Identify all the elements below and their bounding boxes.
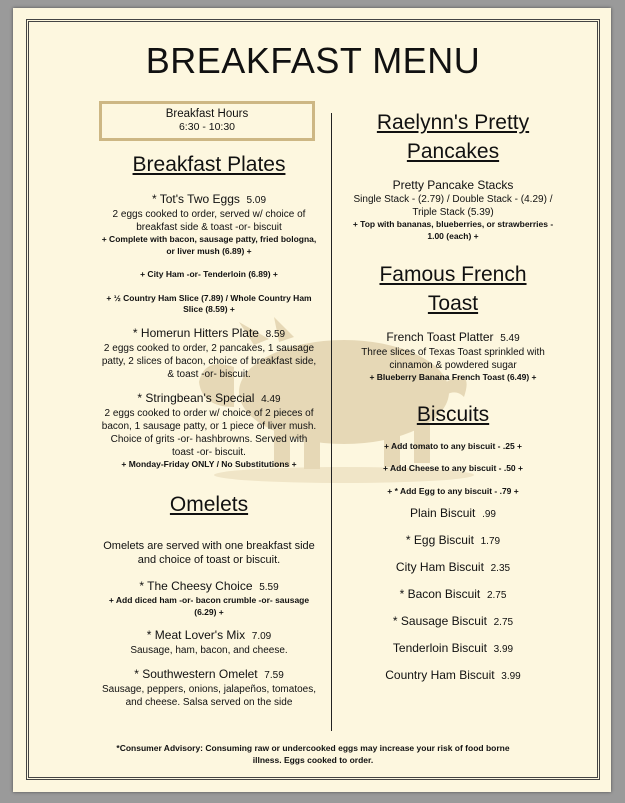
item-price: 2.75 [493, 617, 514, 628]
biscuit-addon: + Add Cheese to any biscuit - .50 + [383, 463, 523, 473]
item-name: Tenderloin Biscuit [392, 641, 487, 655]
page-border [26, 19, 600, 780]
item-description: 2 eggs cooked to order, 2 pancakes, 1 sausage patty, 2 slices of bacon, choice of breakfast side, & toast -or- biscuit. [101, 342, 317, 380]
item-description: 2 eggs cooked to order, served w/ choice of breakfast side & toast -or- biscuit [112, 209, 306, 233]
item-name: City Ham Biscuit [395, 560, 484, 574]
item-name: French Toast Platter [386, 330, 494, 344]
item-description: 2 eggs cooked to order w/ choice of 2 pieces of bacon, 1 sausage patty, or 1 piece of liver mush. Choice of grits -or- hashbrowns. Served with toast -or- biscuit. [101, 407, 317, 458]
menu-item-biscuit [351, 506, 555, 522]
item-name: Plain Biscuit [410, 506, 476, 520]
item-price: 3.99 [493, 644, 514, 655]
section-heading-pancakes [351, 108, 555, 166]
menu-item-stringbeans-special [99, 391, 319, 407]
menu-item-biscuit [351, 641, 555, 657]
item-price: 5.09 [246, 195, 267, 206]
item-note: + Add diced ham -or- bacon crumble -or- sausage (6.29) + [108, 595, 310, 617]
heading-line: Pancakes [406, 140, 500, 163]
hours-label: Breakfast Hours [165, 108, 249, 120]
item-price: 4.49 [261, 393, 281, 405]
item-name: * Sausage Biscuit [392, 614, 487, 628]
menu-item-cheesy-choice [99, 579, 319, 595]
section-heading-omelets: Omelets [169, 493, 249, 516]
menu-item-biscuit [351, 668, 555, 684]
menu-item-biscuit [351, 560, 555, 576]
item-description: Single Stack - (2.79) / Double Stack - (4.29) / Triple Stack (5.39) [353, 194, 553, 218]
item-description: Sausage, ham, bacon, and cheese. [130, 645, 288, 656]
column-divider [331, 113, 332, 731]
heading-line: Toast [427, 292, 479, 315]
item-note: + Monday-Friday ONLY / No Substitutions + [121, 458, 297, 469]
omelets-intro: Omelets are served with one breakfast side and choice of toast or biscuit. [103, 540, 315, 566]
menu-item-biscuit [351, 614, 555, 630]
item-name: * Stringbean's Special [137, 390, 255, 405]
section-heading-biscuits: Biscuits [416, 402, 490, 426]
menu-item-meat-lovers-mix [99, 628, 319, 644]
biscuit-addon: + Add tomato to any biscuit - .25 + [383, 440, 523, 451]
item-price: 8.59 [265, 328, 286, 340]
biscuit-addon: + * Add Egg to any biscuit - .79 + [387, 485, 519, 496]
menu-item-homerun-hitters [99, 326, 319, 342]
breakfast-plates-section [99, 150, 319, 709]
item-name: * The Cheesy Choice [139, 579, 253, 593]
menu-item-biscuit [351, 533, 555, 549]
menu-item-southwestern-omelet [99, 667, 319, 683]
item-description: Three slices of Texas Toast sprinkled with cinnamon & powdered sugar [361, 347, 545, 371]
hours-value: 6:30 - 10:30 [178, 121, 236, 133]
item-price: 1.79 [480, 536, 501, 547]
item-note: + City Ham -or- Tenderloin (6.89) + [140, 269, 278, 279]
menu-item-tots-two-eggs [99, 192, 319, 208]
heading-line: Raelynn's Pretty [376, 111, 530, 134]
item-price: 2.75 [486, 590, 507, 601]
menu-item-french-toast-platter [351, 330, 555, 346]
item-price: 7.09 [251, 631, 272, 642]
heading-line: Famous French [379, 263, 527, 286]
item-name: * Southwestern Omelet [134, 667, 258, 681]
page-title: BREAKFAST MENU [145, 40, 481, 81]
item-price: 5.49 [500, 333, 520, 344]
item-note: + Top with bananas, blueberries, or strawberries - 1.00 (each) + [352, 219, 554, 241]
item-description: Sausage, peppers, onions, jalapeños, tomatoes, and cheese. Salsa served on the side [101, 684, 317, 708]
item-price: 5.59 [259, 582, 279, 593]
section-heading-breakfast-plates: Breakfast Plates [132, 153, 286, 176]
item-note: + Complete with bacon, sausage patty, fried bologna, or liver mush (6.89) + [101, 234, 317, 256]
item-price: .99 [482, 509, 496, 520]
right-column [351, 108, 555, 684]
item-price: 7.59 [264, 670, 284, 681]
section-heading-french-toast [351, 260, 555, 318]
item-note: + Blueberry Banana French Toast (6.49) + [369, 372, 537, 382]
item-price: 2.35 [490, 563, 511, 574]
item-price: 3.99 [501, 671, 521, 682]
item-note: + ½ Country Ham Slice (7.89) / Whole Country Ham Slice (8.59) + [106, 292, 312, 314]
consumer-advisory: *Consumer Advisory: Consuming raw or undercooked eggs may increase your risk of food borne illness. Eggs cooked to order. [116, 743, 510, 765]
item-name: * Meat Lover's Mix [146, 628, 246, 642]
hours-box [99, 101, 315, 141]
item-name: * Tot's Two Eggs [151, 192, 240, 206]
item-name: * Egg Biscuit [405, 533, 474, 547]
menu-item-biscuit [351, 587, 555, 603]
item-name: Country Ham Biscuit [385, 668, 495, 682]
item-name: * Bacon Biscuit [399, 587, 481, 601]
menu-page [13, 8, 611, 792]
menu-item-pancake-stacks: Pretty Pancake Stacks [392, 178, 514, 192]
item-name: * Homerun Hitters Plate [132, 325, 259, 340]
